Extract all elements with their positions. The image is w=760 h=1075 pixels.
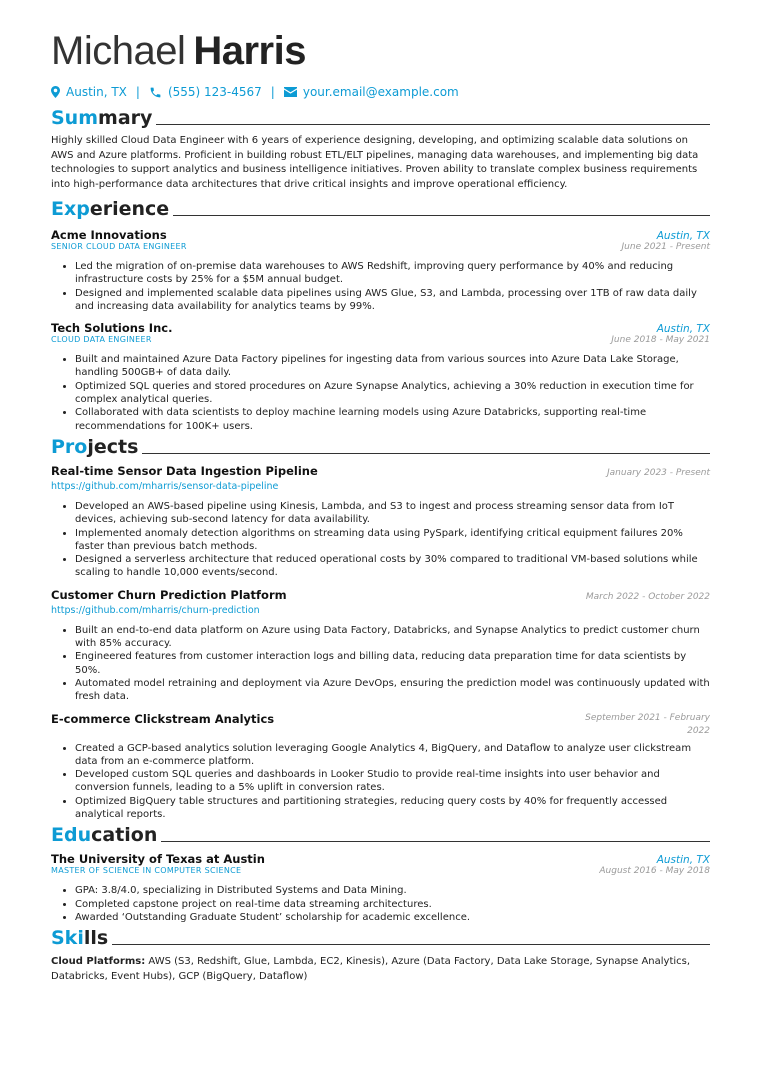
project-name: Customer Churn Prediction Platform [51,587,287,602]
contact-separator: | [270,85,275,99]
experience-entry [51,321,710,433]
section-divider [112,944,710,945]
bullet-item: • Led the migration of on-premise data warehouses to AWS Redshift, improving query performance by 40% and reducing infrastructure costs by 25% for a $5M annual budget. [75,260,710,287]
institution-name: The University of Texas at Austin [51,852,265,867]
section-title-rest: lls [83,927,109,950]
bullet-item: • Built an end-to-end data platform on Azure using Data Factory, Databricks, and Synapse Analytics to predict customer churn with 85% accuracy. [75,624,710,651]
job-title: SENIOR CLOUD DATA ENGINEER [51,242,187,251]
section-title [51,927,108,949]
bullet-item: • Implemented anomaly detection algorithms on streaming data using PySpark, identifying critical equipment failures 20% faster than previous batch methods. [75,527,710,554]
entry-dates: January 2023 - Present [607,467,710,478]
last-name: Harris [193,29,306,73]
bullet-item: • Designed and implemented scalable data pipelines using AWS Glue, S3, and Lambda, processing over 1TB of raw data daily and increasing data availability for analytics teams by 99%. [75,287,710,314]
bullet-list [51,500,710,580]
entry-dates: June 2018 - May 2021 [611,335,710,346]
project-link[interactable]: https://github.com/mharris/churn-prediction [51,604,260,616]
bullet-item: • Completed capstone project on real-time data streaming architectures. [75,898,710,911]
email-text: your.email@example.com [302,85,459,99]
location-text: Austin, TX [66,85,127,99]
section-header-projects [51,436,710,458]
first-name: Michael [51,29,186,73]
bullet-item: • Developed an AWS-based pipeline using Kinesis, Lambda, and S3 to ingest and process streaming sensor data from IoT devices, achieving sub-second latency for data availability. [75,500,710,527]
resume-page [51,28,710,984]
bullet-list [51,884,710,924]
section-title-rest: jects [87,435,139,458]
section-title [51,824,157,846]
section-header-skills [51,927,710,949]
job-title: CLOUD DATA ENGINEER [51,335,152,345]
section-title [51,436,138,458]
phone-text: (555) 123-4567 [167,85,262,99]
bullet-item: • Designed a serverless architecture that reduced operational costs by 30% compared to traditional VM-based solutions while scaling to handle 10,000 events/second. [75,553,710,580]
entry-location: Austin, TX [656,854,710,867]
section-title-accent: Ski [51,927,84,950]
section-header-education [51,824,710,846]
bullet-list [51,742,710,822]
section-divider [173,215,710,216]
candidate-name [51,28,710,74]
section-divider [161,841,710,842]
contact-email[interactable] [284,85,459,99]
bullet-list [51,624,710,704]
section-title-accent: Exp [51,198,90,220]
contact-phone[interactable] [149,85,262,99]
bullet-list [51,260,710,313]
bullet-list [51,353,710,433]
entry-dates: August 2016 - May 2018 [599,866,710,877]
employer-name: Acme Innovations [51,228,167,242]
employer-name: Tech Solutions Inc. [51,321,173,336]
experience-entry [51,228,710,313]
bullet-item: • Engineered features from customer interaction logs and billing data, reducing data preparation time for data scientists by 50%. [75,650,710,677]
entry-dates: March 2022 - October 2022 [585,591,710,602]
section-title-accent: Pro [51,435,88,458]
contact-separator: | [135,85,140,99]
section-header-summary [51,107,710,129]
degree-title: MASTER OF SCIENCE IN COMPUTER SCIENCE [51,866,242,876]
project-entry [51,712,710,822]
bullet-item: • Awarded ‘Outstanding Graduate Student’ scholarship for academic excellence. [75,911,710,924]
section-title-accent: Edu [51,824,92,847]
bullet-item: • Created a GCP-based analytics solution leveraging Google Analytics 4, BigQuery, and Dataflow to analyze user clickstream data from an e-commerce platform. [75,742,710,769]
phone-icon [149,86,162,99]
education-entry [51,852,710,924]
section-title [51,107,152,129]
section-title-rest: cation [91,824,158,847]
entry-location: Austin, TX [656,230,710,242]
project-link[interactable]: https://github.com/mharris/sensor-data-pipeline [51,480,279,492]
project-entry [51,464,710,580]
section-divider [142,453,710,454]
project-name: Real-time Sensor Data Ingestion Pipeline [51,463,318,478]
contact-location [51,85,127,99]
entry-location: Austin, TX [656,323,710,336]
bullet-item: • Collaborated with data scientists to deploy machine learning models using Azure Databricks, supporting real-time recommendations for 100K+ users. [75,406,710,433]
summary-text: Highly skilled Cloud Data Engineer with 6 years of experience designing, developing, and optimizing scalable data solutions on AWS and Azure platforms. Proficient in building robust ETL/ELT pipelines, managing data warehouses, and implementing big data technologies to support analytics and business intelligence initiatives. Proven ability to translate complex business requirements into high-performance data architectures that drive critical insights and improve operational efficiency. [51,135,699,190]
bullet-item: • Developed custom SQL queries and dashboards in Looker Studio to provide real-time insights into user behavior and conversion funnels, leading to a 5% uplift in conversion rates. [75,768,710,795]
section-title-rest: mary [98,107,153,129]
section-title-accent: Sum [51,107,99,129]
bullet-item: • Optimized SQL queries and stored procedures on Azure Synapse Analytics, achieving a 30% reduction in execution time for complex analytical queries. [75,380,710,407]
bullet-item: • Automated model retraining and deployment via Azure DevOps, ensuring the prediction model was continuously updated with fresh data. [75,677,710,704]
section-header-experience [51,198,710,220]
skills-line [51,955,710,984]
bullet-item: • Optimized BigQuery table structures and partitioning strategies, reducing query costs by 40% for frequently accessed analytical reports. [75,795,710,822]
project-entry [51,588,710,704]
skill-category-value: AWS (S3, Redshift, Glue, Lambda, EC2, Kinesis), Azure (Data Factory, Data Lake Storage, Synapse Analytics, Databricks, Event Hubs), GCP (BigQuery, Dataflow) [51,956,691,982]
entry-dates: September 2021 - February 2022 [585,712,710,736]
section-divider [156,124,710,125]
section-title-rest: erience [89,198,170,220]
entry-dates: June 2021 - Present [621,242,710,252]
section-title [51,198,169,220]
contact-info [51,85,710,99]
bullet-item: • Built and maintained Azure Data Factory pipelines for ingesting data from various sources into Azure Data Lake Storage, handling 500GB+ of data daily. [75,353,710,380]
bullet-item: • GPA: 3.8/4.0, specializing in Distributed Systems and Data Mining. [75,884,710,897]
skill-category-label: Cloud Platforms: [51,956,146,968]
project-name: E-commerce Clickstream Analytics [51,711,275,726]
envelope-icon [284,87,297,97]
map-marker-icon [51,86,60,98]
